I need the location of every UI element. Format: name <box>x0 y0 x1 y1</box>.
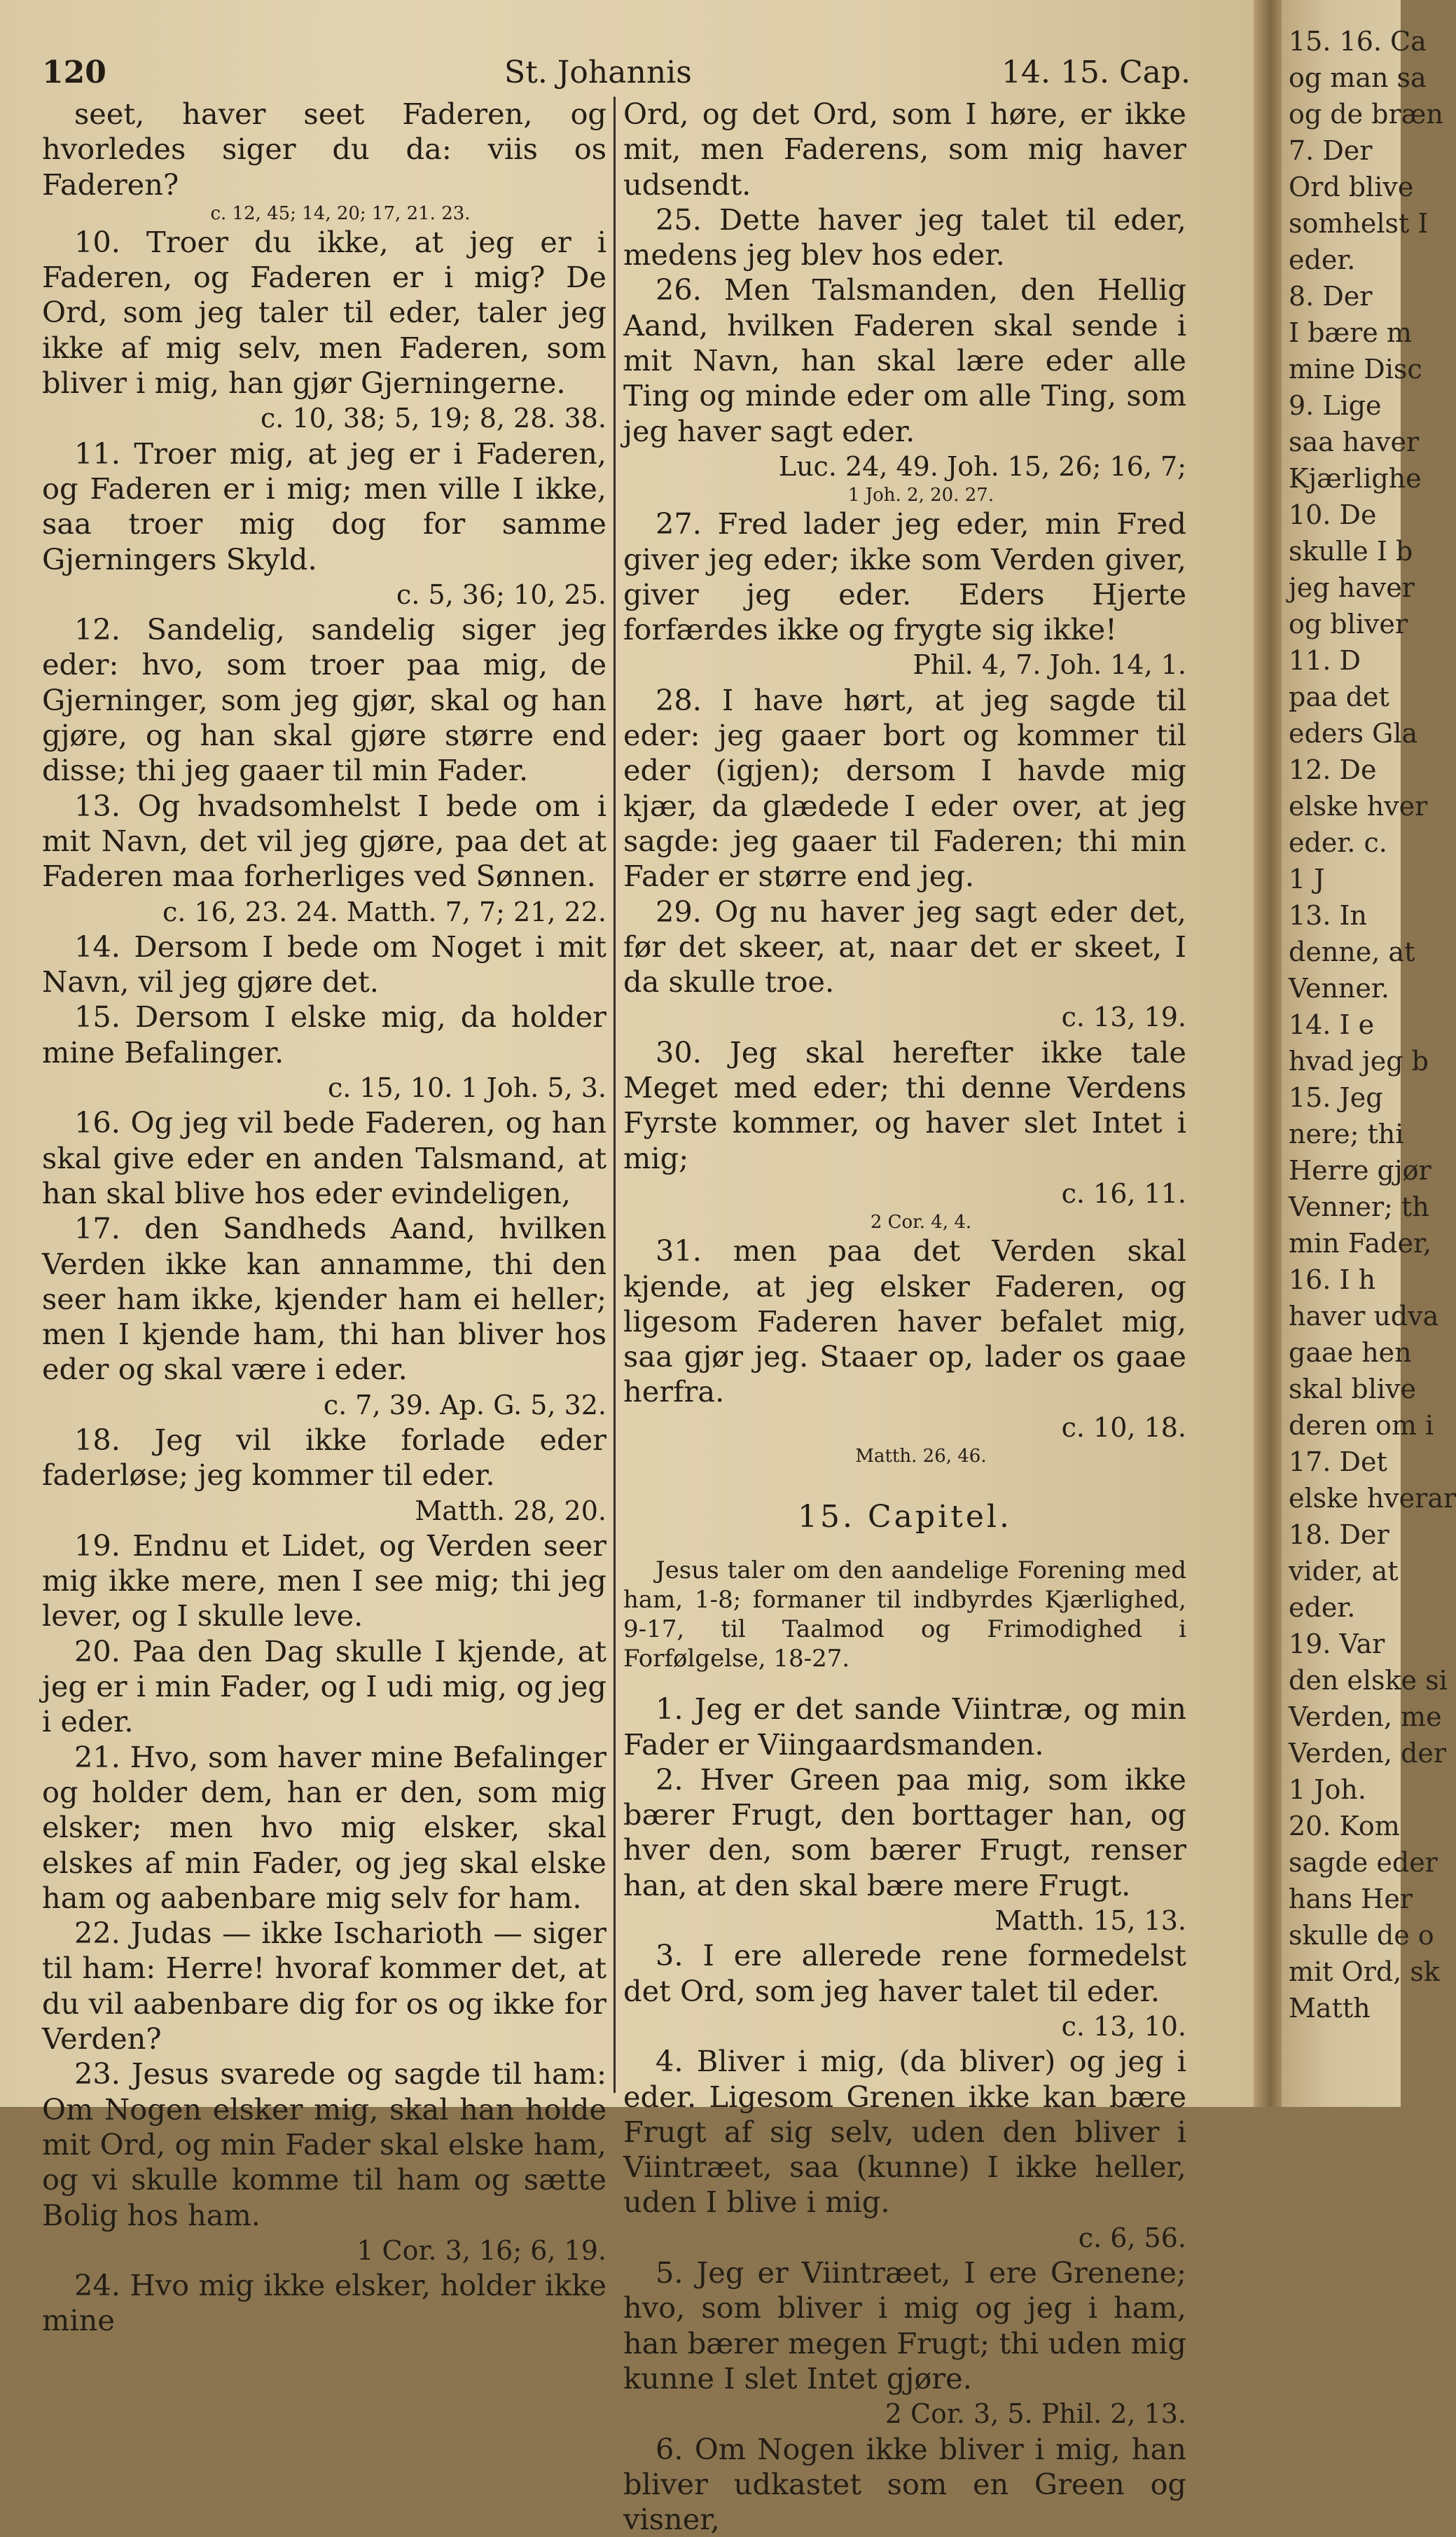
column-divider <box>613 97 616 2093</box>
verse <box>42 2056 606 2268</box>
cross-reference: c. 10, 18. <box>1061 1411 1186 1443</box>
facing-page-line: elske hver <box>1289 791 1428 822</box>
facing-page-line: 20. Kom <box>1289 1811 1400 1841</box>
verse <box>42 225 606 436</box>
cross-reference: c. 13, 10. <box>1061 2010 1186 2042</box>
facing-page-line: 7. Der <box>1289 135 1373 166</box>
facing-page-line: 9. Lige <box>1289 390 1382 421</box>
chapter-range: 14. 15. Cap. <box>1001 55 1191 90</box>
chapter-15-start <box>623 1692 1186 2537</box>
verse-text: 2. Hver Green paa mig, som ikke bærer Frugt, den borttager han, og hver den, som bærer Frugt, renser han, at den skal bære mere Frugt. <box>623 1762 1186 1902</box>
cross-reference: Matth. 28, 20. <box>415 1495 606 1526</box>
cross-reference-small: Matth. 26, 46. <box>855 1445 987 1467</box>
verse <box>623 1035 1186 1233</box>
book-spine <box>1254 0 1282 2107</box>
verse <box>623 894 1186 1035</box>
cross-reference: c. 15, 10. 1 Joh. 5, 3. <box>327 1072 606 1104</box>
verse <box>42 2268 606 2339</box>
facing-page-line: elske hverar <box>1289 1483 1456 1514</box>
verse-text: 16. Og jeg vil bede Faderen, og han skal give eder en anden Talsmand, at han skal blive hos eder evindeligen, <box>42 1105 606 1210</box>
verse <box>623 1233 1186 1467</box>
cross-reference: Matth. 15, 13. <box>994 1905 1186 1937</box>
facing-page-line: den elske si <box>1289 1665 1448 1696</box>
facing-page-line: hans Her <box>1289 1883 1413 1914</box>
verse-text: 15. Dersom I elske mig, da holder mine Befalinger. <box>42 1000 606 1070</box>
facing-page-line: 15. 16. Ca <box>1289 26 1427 57</box>
cross-reference: 1 Cor. 3, 16; 6, 19. <box>356 2234 606 2266</box>
facing-page-line: gaae hen <box>1289 1337 1412 1368</box>
verse-text: 12. Sandelig, sandelig siger jeg eder: hvo, som troer paa mig, de Gjerninger, som jeg gjør, skal og han gjøre, og han skal gjøre større end disse; thi jeg gaaer til min Fader. <box>42 612 606 788</box>
verse <box>42 789 606 929</box>
facing-page-line: Verden, der <box>1289 1738 1447 1769</box>
facing-page-line: jeg haver <box>1289 572 1415 603</box>
facing-page-line: skulle I b <box>1289 536 1413 567</box>
facing-page-line: paa det <box>1289 682 1389 712</box>
verse-text: 22. Judas — ikke Ischarioth — siger til ham: Herre! hvoraf kommer det, at du vil aabenbare dig for os og ikke for Verden? <box>42 1916 606 2056</box>
verse <box>623 202 1186 273</box>
verse <box>42 1634 606 1740</box>
verse-text: 3. I ere allerede rene formedelst det Ord, som jeg haver talet til eder. <box>623 1938 1186 2008</box>
verse <box>623 2044 1186 2255</box>
facing-page-line: og man sa <box>1289 62 1427 93</box>
cross-reference: 2 Cor. 3, 5. Phil. 2, 13. <box>885 2398 1186 2430</box>
verse <box>623 97 1186 202</box>
cross-reference-small: 1 Joh. 2, 20. 27. <box>847 485 994 506</box>
facing-page-line: 18. Der <box>1289 1519 1389 1550</box>
verse-text: 10. Troer du ikke, at jeg er i Faderen, og Faderen er i mig? De Ord, som jeg taler til eder, taler jeg ikke af mig selv, men Faderen, som bliver i mig, han gjør Gjerningerne. <box>42 224 606 401</box>
verse-text: 25. Dette haver jeg talet til eder, medens jeg blev hos eder. <box>623 202 1186 272</box>
facing-page-line: Venner. <box>1289 973 1389 1004</box>
facing-page-line: somhelst I <box>1289 208 1429 239</box>
verse-text: 26. Men Talsmanden, den Hellig Aand, hvilken Faderen skal sende i mit Navn, han skal lære eder alle Ting og minde eder om alle Ting, som jeg haver sagt eder. <box>623 272 1186 448</box>
verse-text: 18. Jeg vil ikke forlade eder faderløse; jeg kommer til eder. <box>42 1422 606 1493</box>
facing-page-line: 12. De <box>1289 754 1377 785</box>
left-column <box>42 97 606 2339</box>
facing-page-line: 19. Var <box>1289 1629 1385 1659</box>
right-column <box>623 97 1186 2537</box>
cross-reference: c. 5, 36; 10, 25. <box>396 579 606 610</box>
facing-page-line: vider, at <box>1289 1556 1399 1587</box>
verse <box>623 1762 1186 1938</box>
facing-page-line: mine Disc <box>1289 354 1422 385</box>
facing-page-line: hvad jeg b <box>1289 1046 1429 1077</box>
verse <box>42 612 606 788</box>
chapter-summary: Jesus taler om den aandelige Forening med ham, 1-8; formaner til indbyrdes Kjærlighed, 9-17, til Taalmod og Frimodighed i Forfølgelse, 18-27. <box>623 1556 1186 1673</box>
cross-reference-small: 2 Cor. 4, 4. <box>870 1212 972 1233</box>
facing-page-line: Matth <box>1289 1993 1371 2024</box>
verse-text: 4. Bliver i mig, (da bliver) og jeg i eder. Ligesom Grenen ikke kan bære Frugt af sig selv, uden den bliver i Viintræet, saa (kunne) I ikke heller, uden I blive i mig. <box>623 2044 1186 2220</box>
verse <box>42 1105 606 1211</box>
facing-page-line: mit Ord, sk <box>1289 1956 1440 1987</box>
verse-text: 5. Jeg er Viintræet, I ere Grenene; hvo, som bliver i mig og jeg i ham, han bærer megen Frugt; thi uden mig kunne I slet Intet gjøre. <box>623 2255 1186 2396</box>
facing-page-line: I bære m <box>1289 317 1412 348</box>
facing-page-line: 13. In <box>1289 900 1367 931</box>
cross-reference: Luc. 24, 49. Joh. 15, 26; 16, 7; <box>778 450 1186 482</box>
verse <box>42 929 606 1000</box>
facing-page-line: Ord blive <box>1289 172 1414 202</box>
verse-text: 27. Fred lader jeg eder, min Fred giver jeg eder; ikke som Verden giver, giver jeg eder. Eders Hjerte forfærdes ikke og frygte sig ikke! <box>623 506 1186 647</box>
facing-page-edge <box>1282 0 1456 2107</box>
verse-text: seet, haver seet Faderen, og hvorledes siger du da: viis os Faderen? <box>42 97 606 202</box>
facing-page-line: haver udva <box>1289 1301 1439 1332</box>
cross-reference: c. 7, 39. Ap. G. 5, 32. <box>323 1389 606 1420</box>
cross-reference: c. 16, 23. 24. Matth. 7, 7; 21, 22. <box>162 896 606 927</box>
facing-page-line: 10. De <box>1289 499 1377 530</box>
verse <box>42 436 606 612</box>
verse-text: Ord, og det Ord, som I høre, er ikke mit, men Faderens, som mig haver udsendt. <box>623 97 1186 202</box>
facing-page-line: 8. Der <box>1289 281 1373 312</box>
verse-text: 14. Dersom I bede om Noget i mit Navn, vil jeg gjøre det. <box>42 929 606 1000</box>
facing-page-line: Kjærlighe <box>1289 463 1422 494</box>
facing-page-line: eder. <box>1289 244 1356 275</box>
facing-page-line: denne, at <box>1289 936 1415 967</box>
facing-page-line: deren om i <box>1289 1410 1434 1441</box>
facing-page-line: nere; thi <box>1289 1119 1404 1149</box>
verse <box>623 1938 1186 2044</box>
facing-page-line: 11. D <box>1289 645 1361 676</box>
cross-reference: c. 16, 11. <box>1061 1177 1186 1209</box>
verse-text: 11. Troer mig, at jeg er i Faderen, og Faderen er i mig; men ville I ikke, saa troer mig dog for samme Gjerningers Skyld. <box>42 436 606 576</box>
facing-page-line: og de bræn <box>1289 99 1443 130</box>
facing-page-line: og bliver <box>1289 609 1408 640</box>
verse-text: 28. I have hørt, at jeg sagde til eder: jeg gaaer bort og kommer til eder (igjen); dersom I havde mig kjær, da glædede I eder over, at jeg sagde: jeg gaaer til Faderen; thi min Fader er større end jeg. <box>623 682 1186 894</box>
verse <box>623 2432 1186 2537</box>
facing-page-line: skulle de o <box>1289 1920 1434 1951</box>
verse-text: 21. Hvo, som haver mine Befalinger og holder dem, han er den, som mig elsker; men hvo mig elsker, skal elskes af min Fader, og jeg skal elske ham og aabenbare mig selv for ham. <box>42 1739 606 1915</box>
facing-page-line: 17. Det <box>1289 1446 1387 1477</box>
verse <box>42 1740 606 1916</box>
facing-page-line: eder. c. <box>1289 827 1387 858</box>
verse <box>42 1000 606 1105</box>
facing-page-line: 1 Joh. <box>1289 1774 1366 1805</box>
verse-text: 17. den Sandheds Aand, hvilken Verden ikke kan annamme, thi den seer ham ikke, kjender ham ei heller; men I kjende ham, thi han bliver hos eder og skal være i eder. <box>42 1211 606 1387</box>
verse-text: 13. Og hvadsomhelst I bede om i mit Navn, det vil jeg gjøre, paa det at Faderen maa forherliges ved Sønnen. <box>42 788 606 894</box>
facing-page-line: skal blive <box>1289 1374 1417 1404</box>
verse-text: 1. Jeg er det sande Viintræ, og min Fader er Viingaardsmanden. <box>623 1692 1186 1762</box>
facing-page-line: saa haver <box>1289 427 1420 457</box>
verse <box>623 2255 1186 2431</box>
facing-page-line: Verden, me <box>1289 1701 1442 1732</box>
cross-reference: c. 10, 38; 5, 19; 8, 28. 38. <box>260 403 606 434</box>
book-title: St. Johannis <box>504 55 692 90</box>
facing-page-line: 14. I e <box>1289 1009 1375 1040</box>
verse <box>42 1916 606 2056</box>
verse <box>42 1423 606 1528</box>
facing-page-line: sagde eder <box>1289 1847 1438 1878</box>
verse-text: 24. Hvo mig ikke elsker, holder ikke mine <box>42 2268 606 2338</box>
verse <box>623 272 1186 506</box>
chapter-14-end <box>623 97 1186 1467</box>
page-number: 120 <box>42 55 106 90</box>
chapter-heading: 15. Capitel. <box>798 1498 1012 1535</box>
facing-page-line: eder. <box>1289 1592 1356 1623</box>
cross-reference: Phil. 4, 7. Joh. 14, 1. <box>913 649 1186 681</box>
verse <box>42 1528 606 1634</box>
facing-page-line: 1 J <box>1289 864 1325 894</box>
running-header <box>42 55 1191 97</box>
facing-page-line: 15. Jeg <box>1289 1082 1383 1113</box>
verse-text: 6. Om Nogen ikke bliver i mig, han bliver udkastet som en Green og visner, <box>623 2431 1186 2537</box>
verse <box>623 683 1186 894</box>
facing-page-line: eders Gla <box>1289 718 1418 749</box>
verse <box>623 506 1186 682</box>
cross-reference: c. 6, 56. <box>1078 2222 1186 2253</box>
verse-text: 23. Jesus svarede og sagde til ham: Om Nogen elsker mig, skal han holde mit Ord, og min Fader skal elske ham, og vi skulle komme til ham og sætte Bolig hos ham. <box>42 2056 606 2232</box>
verse-text: 31. men paa det Verden skal kjende, at jeg elsker Faderen, og ligesom Faderen haver befalet mig, saa gjør jeg. Staaer op, lader os gaae herfra. <box>623 1233 1186 1409</box>
cross-reference: c. 13, 19. <box>1061 1002 1186 1033</box>
facing-page-line: Venner; th <box>1289 1191 1429 1222</box>
facing-page-line: 16. I h <box>1289 1264 1376 1295</box>
verse-text: 29. Og nu haver jeg sagt eder det, før det skeer, at, naar det er skeet, I da skulle troe. <box>623 894 1186 1000</box>
facing-page-line: min Fader, <box>1289 1228 1432 1259</box>
verse <box>42 97 606 225</box>
verse <box>623 1692 1186 1762</box>
verse <box>42 1211 606 1423</box>
verse-text: 30. Jeg skal herefter ikke tale Meget med eder; thi denne Verdens Fyrste kommer, og haver slet Intet i mig; <box>623 1035 1186 1175</box>
facing-page-line: Herre gjør <box>1289 1155 1431 1186</box>
verse-text: 19. Endnu et Lidet, og Verden seer mig ikke mere, men I see mig; thi jeg lever, og I skulle leve. <box>42 1528 606 1633</box>
verse-text: 20. Paa den Dag skulle I kjende, at jeg er i min Fader, og I udi mig, og jeg i eder. <box>42 1633 606 1739</box>
cross-reference-small: c. 12, 45; 14, 20; 17, 21. 23. <box>210 202 471 224</box>
